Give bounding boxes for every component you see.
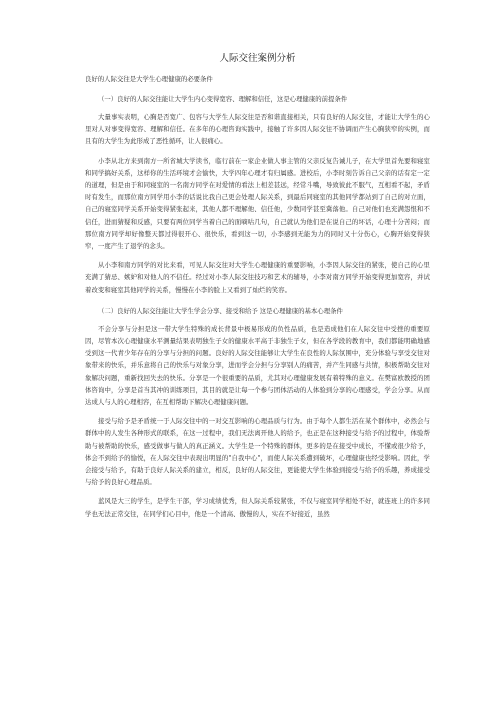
section-heading-1: （一）良好的人际交往能让大学生内心变得宽容、理解和信任，这是心理健康的前提条件 (98, 95, 348, 103)
paragraph: 大量事实表明，心胸是否宽广、包容与大学生人际交往是否和谐直接相关，只有良好的人际交往，才能让大学生的心里对人对事变得宽容、理解和信任。在多年的心理咨询实践中，接触了许多因人际交往不协调而产生心胸狭窄的实例，而且有的大学生为此形成了恶性循环，让人很痛心。 (85, 113, 430, 146)
document-page (85, 52, 430, 529)
section-heading-2: （二）良好的人际交往能让大学生学会分享、接受和给予 这是心理健康的基本心理条件 (98, 306, 343, 315)
paragraph: 不会分享与分担是这一带大学生特殊的成长背景中极易形成的负性品质，也是造成他们在人际交往中受挫的重要原因，尽管本次心理健康水平测量结果表明独生子女的健康水平高于非独生子女，但在各学段的教育中，我们都能明确地感受到这一代青少年存在的分享与分担的问题。良好的人际交往能够让大学生在良性的人际氛围中，充分体验与享受交往对象带来的快乐，并乐意将自己的快乐与对象分享，进而学会分担与分享别人的痛苦，并产生同感与共情，积极帮助交往对象解决问题，重新找回失去的快乐。分享是一个很重要的品质，尤其对心理健康发展有着特殊的意义。在樊富欧教授的团体咨询中，分享是首当其冲的训练项目，其目的就是让每一个参与团体活动的人体验到分享的心理感受，学会分享。从而达成人与人的心理相容，在互相帮助下解决心理健康问题。 (85, 324, 430, 407)
paragraph: 从小李和南方同学的对比来看，可见人际交往对大学生心理健康的重要影响，小李因人际交往的紧张，使自己的心里充满了猜忌、嫉妒和对他人的不信任。经过对小李人际交往技巧和艺术的辅导，小李对南方同学开始变得更加宽容，并试着改变和寝室其他同学的关系，慢慢在小李的脸上又看到了灿烂的笑容。 (85, 261, 430, 294)
paragraph: 蓝风是大三的学生，是学生干部，学习成绩优秀，但人际关系较紧张，不仅与寝室同学相处不好，就连班上的许多同学也无法正常交往，在同学们心目中，他是一个清高、傲慢的人，实在不好接近，虽然 (85, 497, 430, 518)
paragraph: 接受与给予是矛盾统一于人际交往中的一对交互影响的心理品质与行为。由于每个人都生活在某个群体中，必然会与群体中的人发生各种形式的联系，在这一过程中，我们无法离开他人的给予，也正是在这种接受与给予的过程中，体验帮助与被帮助的快乐，感受做事与做人的真正涵义。大学生是一个特殊的群体，更多的是在接受中成长，不懂或很少给予，体会不到给予的愉悦，在人际交往中表现出明显的"自我中心"，而使人际关系遭到破坏，心理健康也经受影响。因此，学会接受与给予，有助于良好人际关系的建立，相反，良好的人际交往，更能使大学生体验到接受与给予的乐趣，养成接受与给予的良好心理品质。 (85, 417, 430, 487)
paragraph: 小李从北方来到南方一所省城大学读书，临行前在一家企业做人事主管的父亲反复告诫儿子，在大学里首先要和寝室和同学搞好关系，这样你的生活环境才会愉快，大学四年心理才有归属感。进校后，小李时刻告诉自己父亲的话有定一定的道理，但是由于和同寝室的一名南方同学在对爱情的看法上相差甚远，经常斗嘴，导致彼此不服气，互相看不起，矛盾时有发生，而那位南方同学用小李的话说比我自己更会处理人际关系，到最后同寝室的其他同学都站到了自己的对立面，自己的寝室同学关系开始变得紧张起来，其他人都不理解他、信任他，少数同学甚至冀落他。自己对他们也充满怨恨和不信任，进而猜疑和反感，只要有两位同学当着自己的面嘀咕几句，自己就认为他们是在说自己的坏话，心理十分苦闷；而那位南方同学却好像整天都过得很开心、很快乐，看到这一切，小李感到无能为力的同时又十分伤心，心胸开始变得狭窄，一度产生了退学的念头。 (85, 156, 430, 251)
document-title: 人际交往案例分析 (219, 53, 296, 64)
document-subtitle: 良好的人际交往是大学生心理健康的必要条件 (85, 75, 213, 83)
